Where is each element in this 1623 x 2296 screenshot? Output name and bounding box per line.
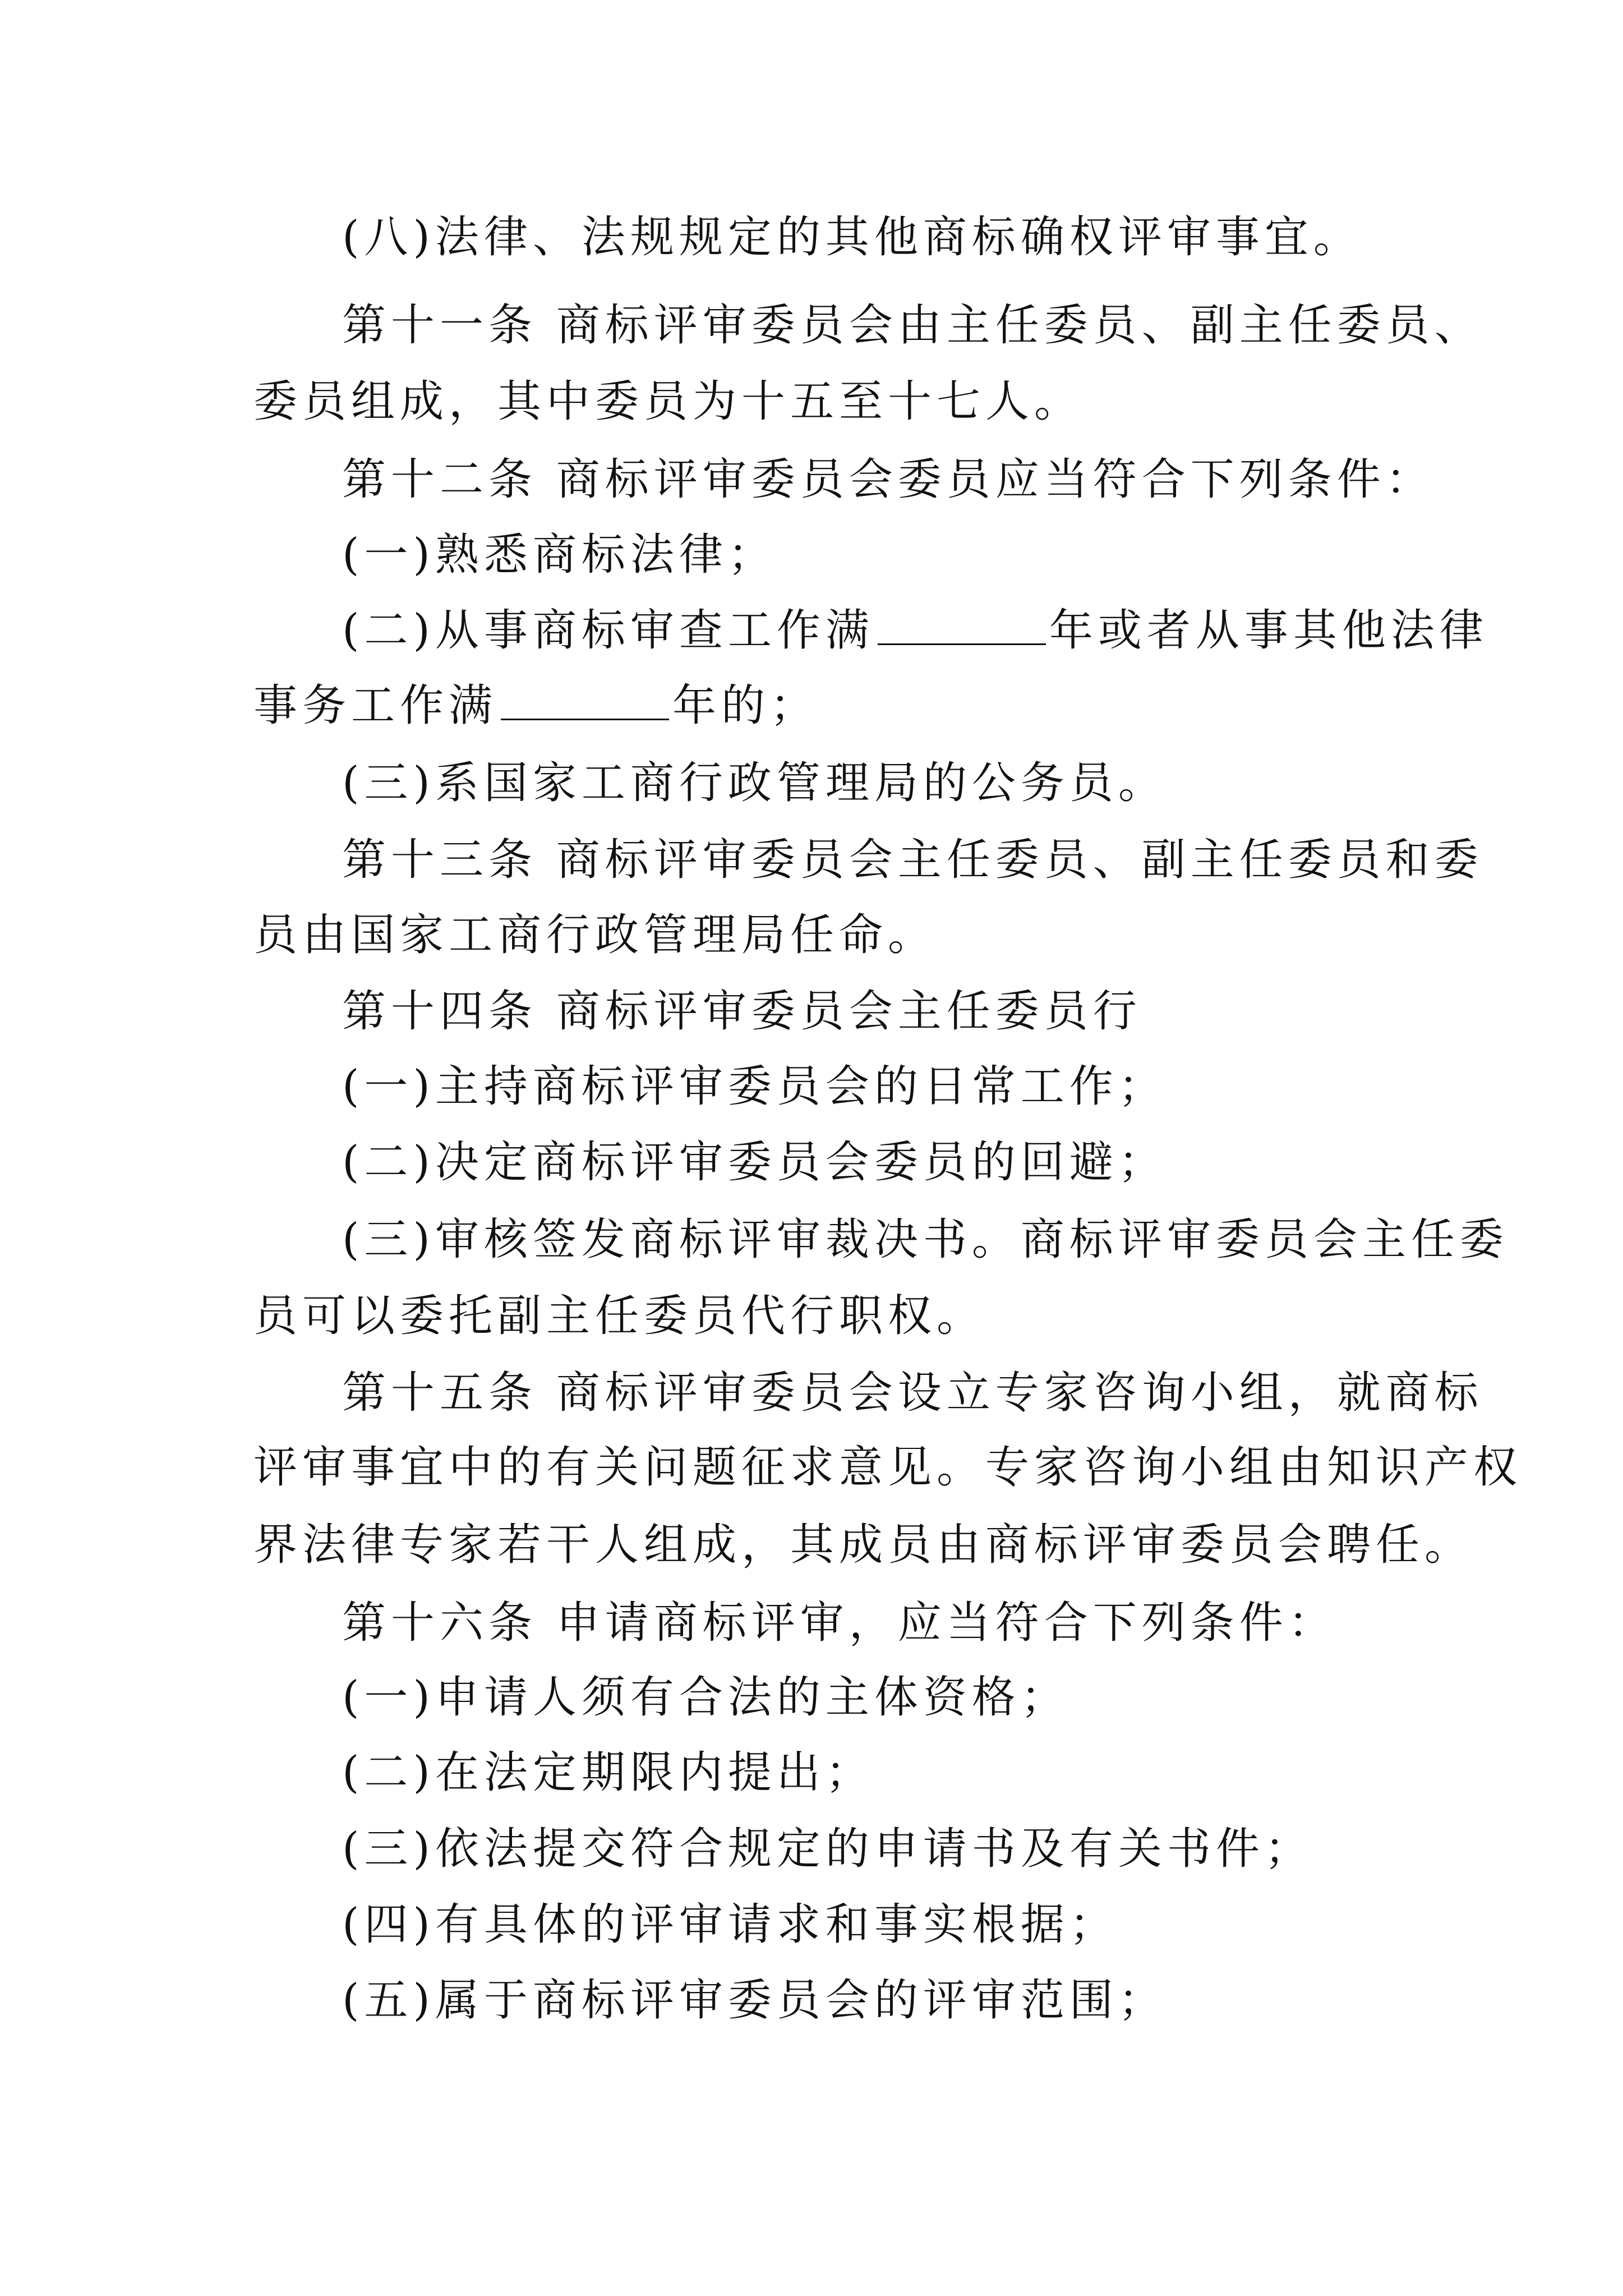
text-line: 第十四条 商标评审委员会主任委员行: [342, 986, 1142, 1037]
text-line: 委员组成，其中委员为十五至十七人。: [253, 376, 1083, 427]
text-line: (二)决定商标评审委员会委员的回避；: [342, 1137, 1167, 1188]
text-line: (三)依法提交符合规定的申请书及有关书件；: [342, 1824, 1313, 1874]
text-line: 第十三条 商标评审委员会主任委员、副主任委员和委: [342, 835, 1483, 885]
text-line: (八)法律、法规规定的其他商标确权评审事宜。: [342, 212, 1362, 263]
text-line: 员可以委托副主任委员代行职权。: [253, 1291, 986, 1341]
text-line: (一)主持商标评审委员会的日常工作；: [342, 1061, 1167, 1112]
text-line: (三)审核签发商标评审裁决书。商标评审委员会主任委: [342, 1214, 1509, 1265]
text-line: 第十六条 申请商标评审，应当符合下列条件：: [342, 1598, 1337, 1648]
fill-in-blank: [878, 603, 1046, 645]
text-line: 评审事宜中的有关问题征求意见。专家咨询小组由知识产权: [253, 1442, 1523, 1493]
text-line: 第十二条 商标评审委员会委员应当符合下列条件：: [342, 454, 1435, 505]
text-line: (一)申请人须有合法的主体资格；: [342, 1672, 1069, 1723]
text-line: (二)从事商标审查工作满 年或者从事其他法律: [342, 602, 1488, 659]
text-line: 第十五条 商标评审委员会设立专家咨询小组，就商标: [342, 1368, 1483, 1418]
text-line: (二)在法定期限内提出；: [342, 1747, 874, 1798]
text-line: 界法律专家若干人组成，其成员由商标评审委员会聘任。: [253, 1520, 1474, 1570]
text-line: (四)有具体的评审请求和事实根据；: [342, 1899, 1118, 1950]
text-line: 员由国家工商行政管理局任命。: [253, 910, 937, 960]
text-line: (一)熟悉商标法律；: [342, 530, 777, 580]
fill-in-blank: [501, 678, 669, 720]
text-line: 事务工作满 年的；: [253, 678, 819, 734]
text-line: (三)系国家工商行政管理局的公务员。: [342, 758, 1167, 808]
text-line: (五)属于商标评审委员会的评审范围；: [342, 1975, 1167, 2026]
text-line: 第十一条 商标评审委员会由主任委员、副主任委员、: [342, 300, 1483, 351]
